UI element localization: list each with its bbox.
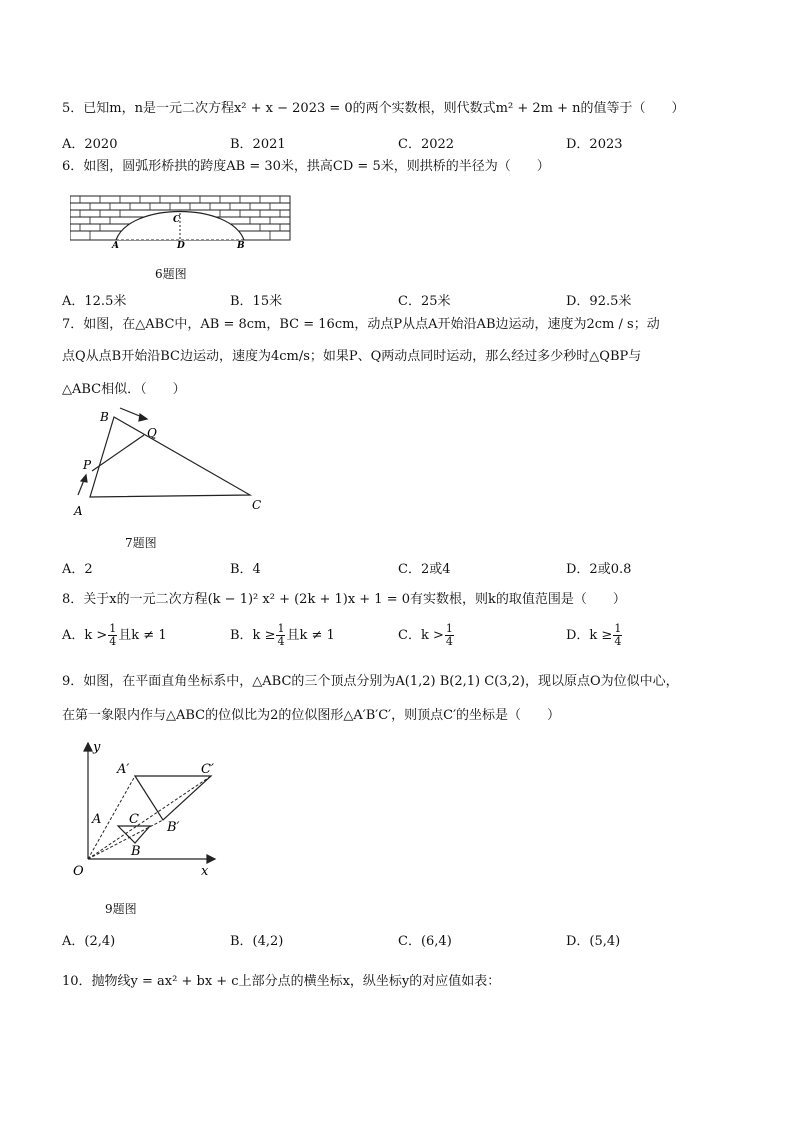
fraction (276, 623, 285, 648)
label-c-prime: C′ (201, 762, 214, 777)
q7-option-b: B．4 (230, 562, 261, 577)
question-7-line-1: 7．如图，在△ABC中，AB = 8cm，BC = 16cm，动点P从点A开始沿AB边运动，速度为2cm / s；动 (62, 317, 660, 332)
label-b: B (100, 410, 109, 424)
question-7-line-3: △ABC相似．（ ） (62, 382, 186, 397)
figure-9-caption: 9题图 (105, 902, 137, 916)
origin-label: O (73, 864, 84, 879)
q6-option-d: D．92.5米 (566, 294, 632, 309)
label-c: C (252, 498, 262, 512)
option-suffix: 且k ≠ 1 (118, 628, 167, 643)
option-prefix: B．k ≥ (230, 628, 276, 643)
q6-option-b: B．15米 (230, 294, 283, 309)
denominator: 4 (277, 635, 285, 648)
q5-option-c: C．2022 (398, 137, 455, 152)
label-a: A (92, 812, 102, 827)
triangle-abc-figure (72, 405, 272, 520)
label-c: C (173, 215, 181, 225)
q8-option-c (398, 623, 455, 648)
label-p: P (83, 458, 92, 472)
fraction (108, 623, 117, 648)
q9-option-b: B．(4,2) (230, 934, 284, 949)
q9-option-a: A．(2,4) (62, 934, 116, 949)
bridge-arch-figure (70, 192, 295, 250)
q5-option-d: D．2023 (566, 137, 623, 152)
option-prefix: C．k > (398, 628, 444, 643)
q8-option-a (62, 623, 167, 648)
q5-option-a: A．2020 (62, 137, 118, 152)
denominator: 4 (109, 635, 117, 648)
denominator: 4 (445, 635, 453, 648)
question-5-text: 5．已知m，n是一元二次方程x² + x − 2023 = 0的两个实数根，则代数式m² + 2m + n的值等于（ ） (62, 101, 685, 116)
fraction (445, 623, 454, 648)
fraction (613, 623, 622, 648)
question-6-text: 6．如图，圆弧形桥拱的跨度AB = 30米，拱高CD = 5米，则拱桥的半径为（ ） (62, 159, 550, 174)
axis-label-y: y (93, 740, 101, 755)
question-8-text: 8．关于x的一元二次方程(k − 1)² x² + (2k + 1)x + 1 = 0有实数根，则k的取值范围是（ ） (62, 592, 626, 607)
numerator: 1 (277, 622, 285, 635)
option-prefix: D．k ≥ (566, 628, 613, 643)
q9-option-c: C．(6,4) (398, 934, 452, 949)
denominator: 4 (614, 635, 622, 648)
figure-7-caption: 7题图 (125, 536, 157, 550)
numerator: 1 (445, 622, 453, 635)
q7-option-a: A．2 (62, 562, 93, 577)
option-prefix: A．k > (62, 628, 108, 643)
numerator: 1 (109, 622, 117, 635)
question-9-line-1: 9．如图，在平面直角坐标系中，△ABC的三个顶点分别为A(1,2) B(2,1) C(3,2)，现以原点O为位似中心， (62, 674, 679, 689)
label-q: Q (147, 426, 157, 440)
q6-option-a: A．12.5米 (62, 294, 127, 309)
q8-option-b (230, 623, 335, 648)
label-c: C (129, 812, 139, 827)
figure-6-caption: 6题图 (155, 267, 187, 281)
label-a: A (112, 241, 119, 250)
axis-label-x: x (201, 864, 209, 879)
question-7-line-2: 点Q从点B开始沿BC边运动，速度为4cm/s；如果P、Q两动点同时运动，那么经过多少秒时△QBP与 (62, 349, 642, 364)
q9-option-d: D．(5,4) (566, 934, 621, 949)
label-b: B (237, 241, 245, 250)
label-d: D (177, 241, 185, 250)
label-a-prime: A′ (117, 762, 130, 777)
q5-option-b: B．2021 (230, 137, 286, 152)
q8-option-d (566, 623, 623, 648)
numerator: 1 (614, 622, 622, 635)
q7-option-d: D．2或0.8 (566, 562, 632, 577)
option-suffix: 且k ≠ 1 (286, 628, 335, 643)
q6-option-c: C．25米 (398, 294, 451, 309)
question-9-line-2: 在第一象限内作与△ABC的位似比为2的位似图形△A′B′C′，则顶点C′的坐标是（ ） (62, 708, 561, 723)
coordinate-plane-figure (65, 735, 235, 885)
q7-option-c: C．2或4 (398, 562, 451, 577)
label-b: B (131, 844, 141, 859)
label-b-prime: B′ (167, 820, 180, 835)
question-10-text: 10．抛物线y = ax² + bx + c上部分点的横坐标x，纵坐标y的对应值如表： (62, 974, 501, 989)
label-a: A (74, 504, 83, 518)
